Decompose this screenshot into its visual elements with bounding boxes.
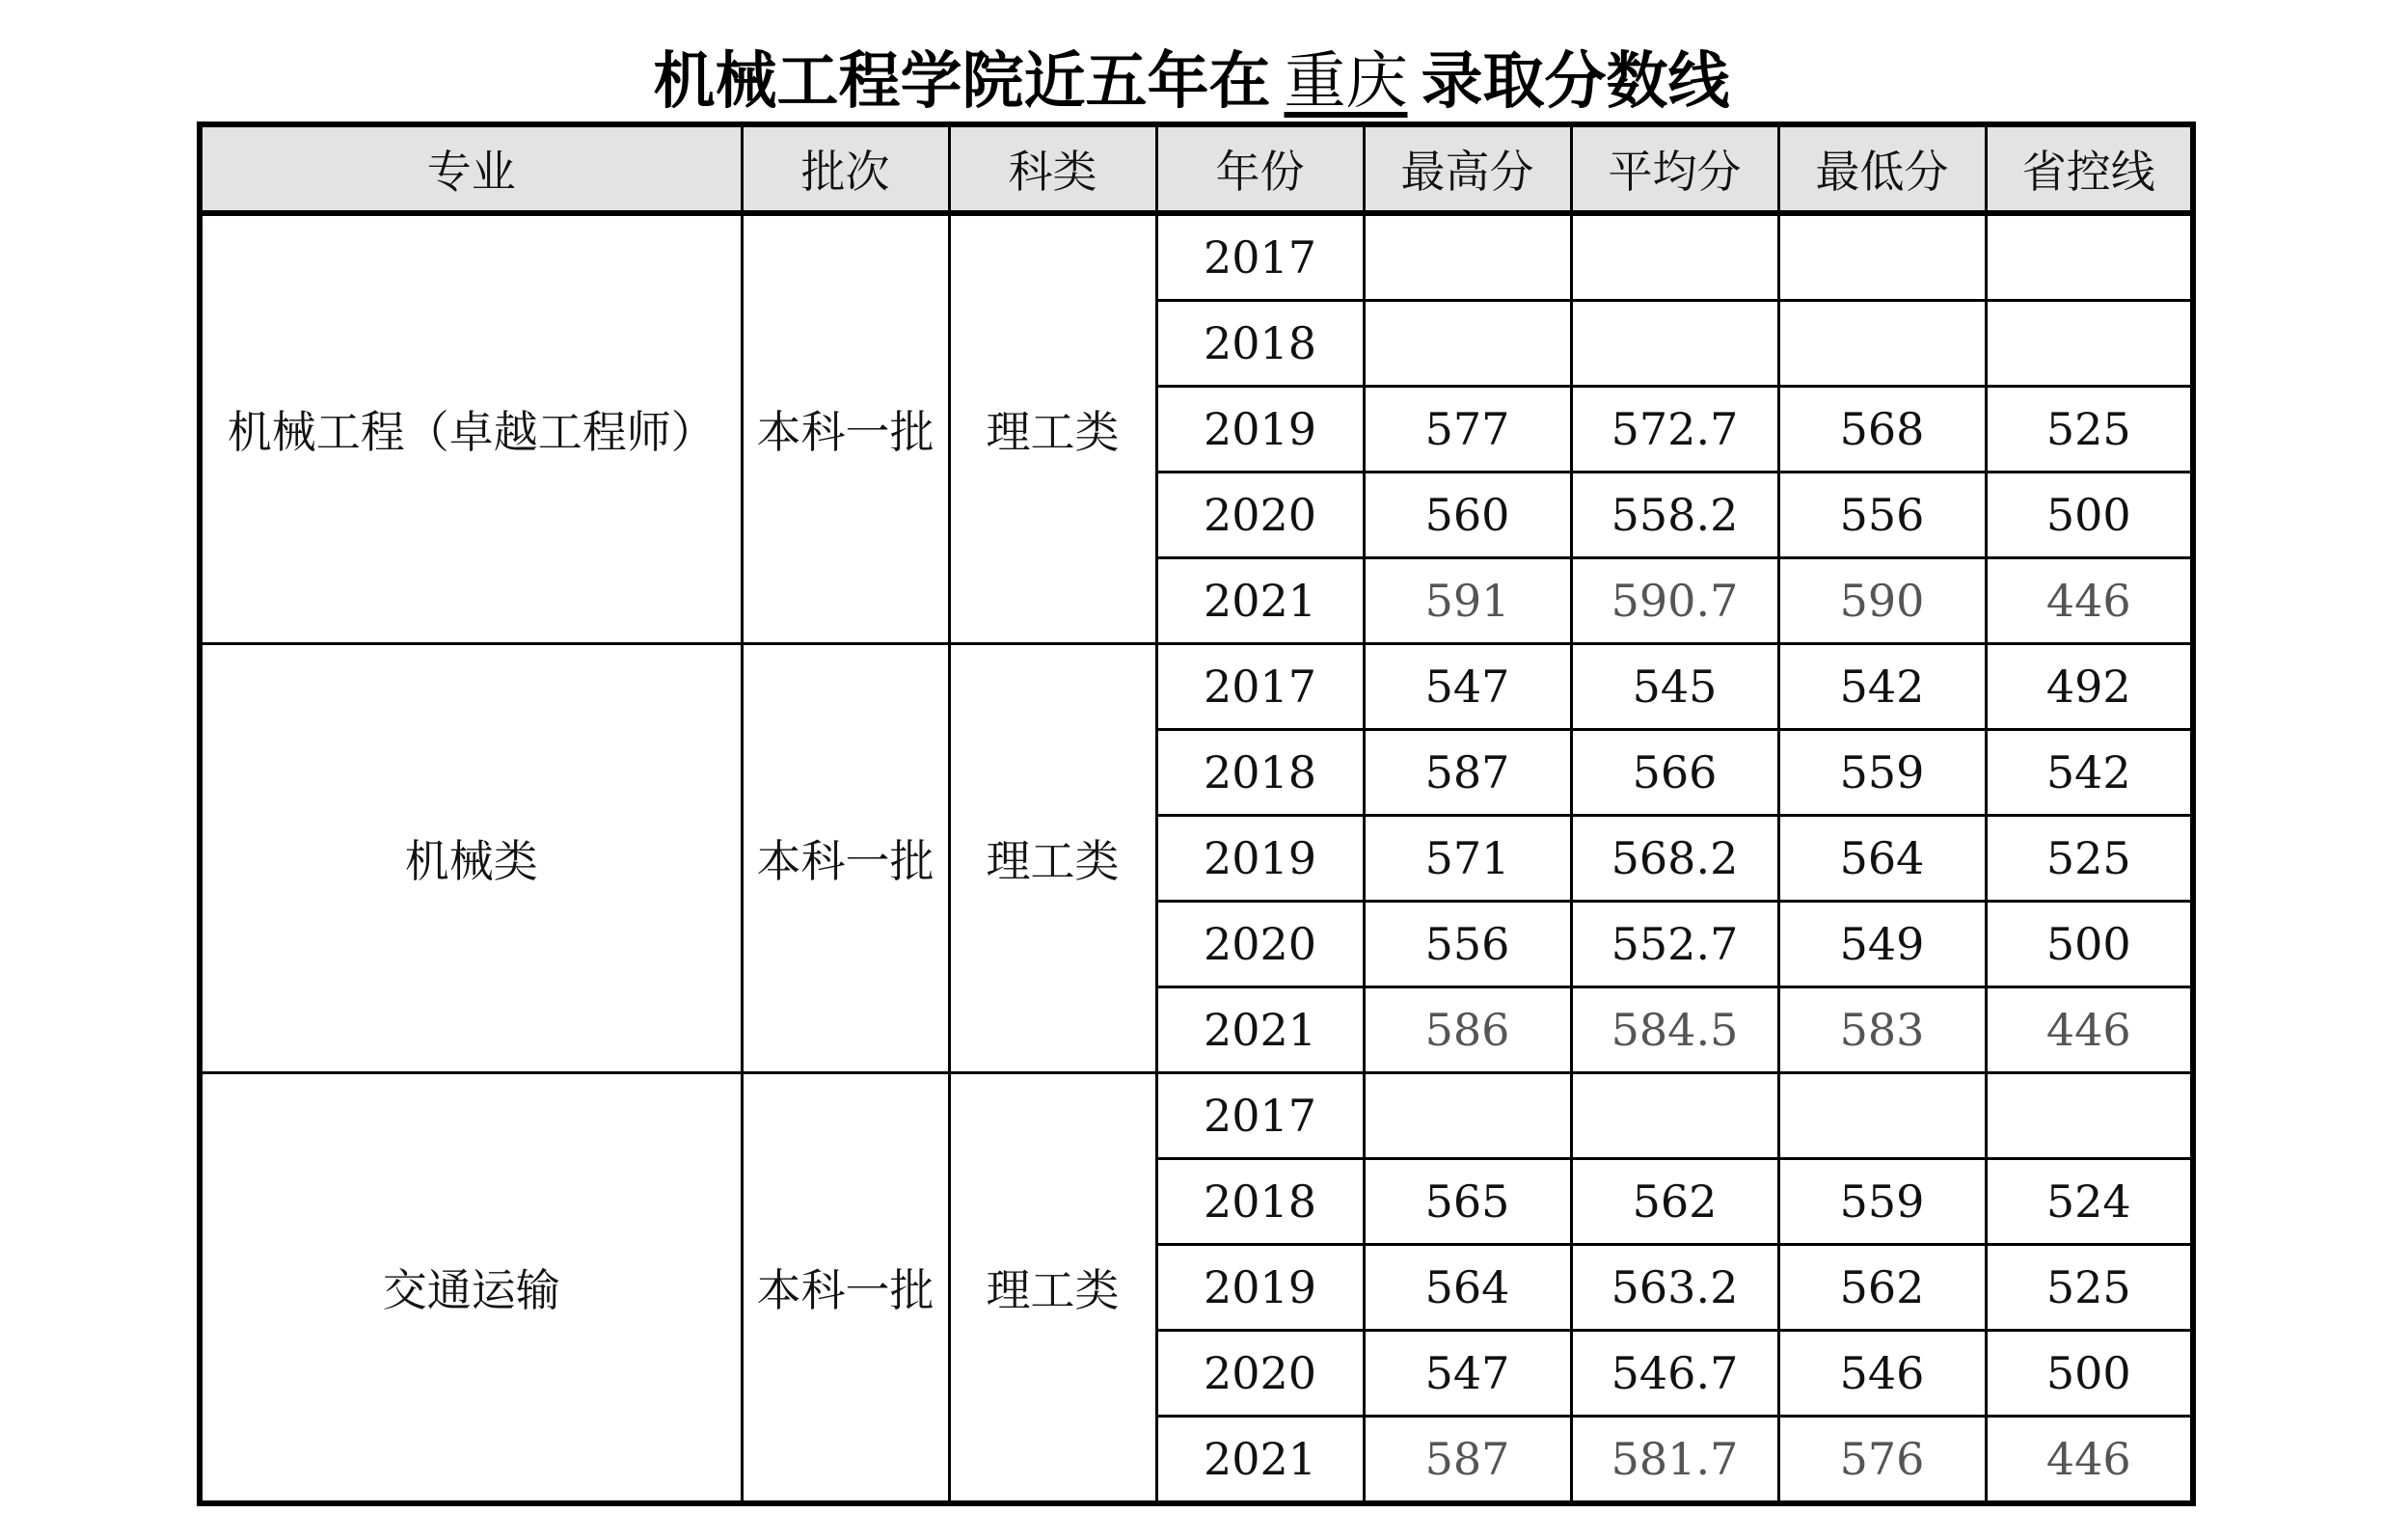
min-score-cell: 576 (1778, 1417, 1986, 1504)
year-cell: 2019 (1156, 816, 1364, 902)
major-cell: 机械类 (200, 644, 742, 1073)
min-score-cell: 549 (1778, 902, 1986, 987)
min-score-cell: 542 (1778, 644, 1986, 730)
max-score-cell: 547 (1364, 1331, 1571, 1417)
max-score-cell: 571 (1364, 816, 1571, 902)
avg-score-cell (1571, 301, 1778, 387)
min-score-cell: 564 (1778, 816, 1986, 902)
avg-score-cell: 590.7 (1571, 558, 1778, 644)
year-cell: 2020 (1156, 902, 1364, 987)
control-line-cell: 500 (1986, 902, 2193, 987)
admission-score-table (197, 122, 2196, 1506)
min-score-cell (1778, 301, 1986, 387)
title-region: 重庆 (1284, 46, 1408, 118)
control-line-cell: 525 (1986, 387, 2193, 473)
max-score-cell (1364, 301, 1571, 387)
control-line-cell (1986, 301, 2193, 387)
major-cell: 机械工程（卓越工程师） (200, 213, 742, 644)
min-score-cell: 559 (1778, 730, 1986, 816)
min-score-cell: 583 (1778, 987, 1986, 1073)
header-avg-score: 平均分 (1571, 124, 1778, 213)
avg-score-cell: 558.2 (1571, 473, 1778, 558)
batch-cell: 本科一批 (742, 213, 949, 644)
control-line-cell: 542 (1986, 730, 2193, 816)
category-cell: 理工类 (949, 213, 1156, 644)
category-cell: 理工类 (949, 644, 1156, 1073)
year-cell: 2017 (1156, 1073, 1364, 1159)
year-cell: 2021 (1156, 1417, 1364, 1504)
max-score-cell: 577 (1364, 387, 1571, 473)
avg-score-cell: 568.2 (1571, 816, 1778, 902)
avg-score-cell: 572.7 (1571, 387, 1778, 473)
header-year: 年份 (1156, 124, 1364, 213)
year-cell: 2019 (1156, 387, 1364, 473)
header-batch: 批次 (742, 124, 949, 213)
min-score-cell: 559 (1778, 1159, 1986, 1245)
avg-score-cell (1571, 1073, 1778, 1159)
control-line-cell (1986, 213, 2193, 301)
max-score-cell: 547 (1364, 644, 1571, 730)
max-score-cell (1364, 213, 1571, 301)
title-prefix: 机械工程学院近五年在 (653, 46, 1271, 118)
header-min-score: 最低分 (1778, 124, 1986, 213)
avg-score-cell: 584.5 (1571, 987, 1778, 1073)
avg-score-cell: 566 (1571, 730, 1778, 816)
control-line-cell: 492 (1986, 644, 2193, 730)
avg-score-cell: 545 (1571, 644, 1778, 730)
avg-score-cell: 581.7 (1571, 1417, 1778, 1504)
max-score-cell: 587 (1364, 730, 1571, 816)
control-line-cell: 500 (1986, 473, 2193, 558)
batch-cell: 本科一批 (742, 644, 949, 1073)
max-score-cell: 591 (1364, 558, 1571, 644)
batch-cell: 本科一批 (742, 1073, 949, 1504)
year-cell: 2017 (1156, 213, 1364, 301)
max-score-cell: 586 (1364, 987, 1571, 1073)
header-control-line: 省控线 (1986, 124, 2193, 213)
avg-score-cell: 546.7 (1571, 1331, 1778, 1417)
control-line-cell: 446 (1986, 987, 2193, 1073)
avg-score-cell: 562 (1571, 1159, 1778, 1245)
header-major: 专业 (200, 124, 742, 213)
control-line-cell: 525 (1986, 1245, 2193, 1331)
max-score-cell: 564 (1364, 1245, 1571, 1331)
category-cell: 理工类 (949, 1073, 1156, 1504)
control-line-cell: 446 (1986, 558, 2193, 644)
control-line-cell: 525 (1986, 816, 2193, 902)
year-cell: 2020 (1156, 1331, 1364, 1417)
min-score-cell: 562 (1778, 1245, 1986, 1331)
max-score-cell (1364, 1073, 1571, 1159)
table-row (200, 644, 2193, 730)
max-score-cell: 565 (1364, 1159, 1571, 1245)
control-line-cell: 524 (1986, 1159, 2193, 1245)
page-title (0, 39, 2383, 125)
table-body (200, 213, 2193, 1503)
table-row (200, 213, 2193, 301)
min-score-cell: 590 (1778, 558, 1986, 644)
control-line-cell: 500 (1986, 1331, 2193, 1417)
major-cell: 交通运输 (200, 1073, 742, 1504)
min-score-cell (1778, 213, 1986, 301)
year-cell: 2021 (1156, 987, 1364, 1073)
title-suffix: 录取分数线 (1421, 46, 1730, 118)
avg-score-cell: 563.2 (1571, 1245, 1778, 1331)
header-category: 科类 (949, 124, 1156, 213)
year-cell: 2017 (1156, 644, 1364, 730)
max-score-cell: 556 (1364, 902, 1571, 987)
table-row (200, 1073, 2193, 1159)
year-cell: 2018 (1156, 301, 1364, 387)
min-score-cell: 568 (1778, 387, 1986, 473)
control-line-cell: 446 (1986, 1417, 2193, 1504)
year-cell: 2020 (1156, 473, 1364, 558)
year-cell: 2018 (1156, 1159, 1364, 1245)
avg-score-cell: 552.7 (1571, 902, 1778, 987)
control-line-cell (1986, 1073, 2193, 1159)
year-cell: 2018 (1156, 730, 1364, 816)
min-score-cell: 556 (1778, 473, 1986, 558)
min-score-cell: 546 (1778, 1331, 1986, 1417)
avg-score-cell (1571, 213, 1778, 301)
max-score-cell: 587 (1364, 1417, 1571, 1504)
min-score-cell (1778, 1073, 1986, 1159)
header-max-score: 最高分 (1364, 124, 1571, 213)
year-cell: 2021 (1156, 558, 1364, 644)
max-score-cell: 560 (1364, 473, 1571, 558)
header-row (200, 124, 2193, 213)
year-cell: 2019 (1156, 1245, 1364, 1331)
